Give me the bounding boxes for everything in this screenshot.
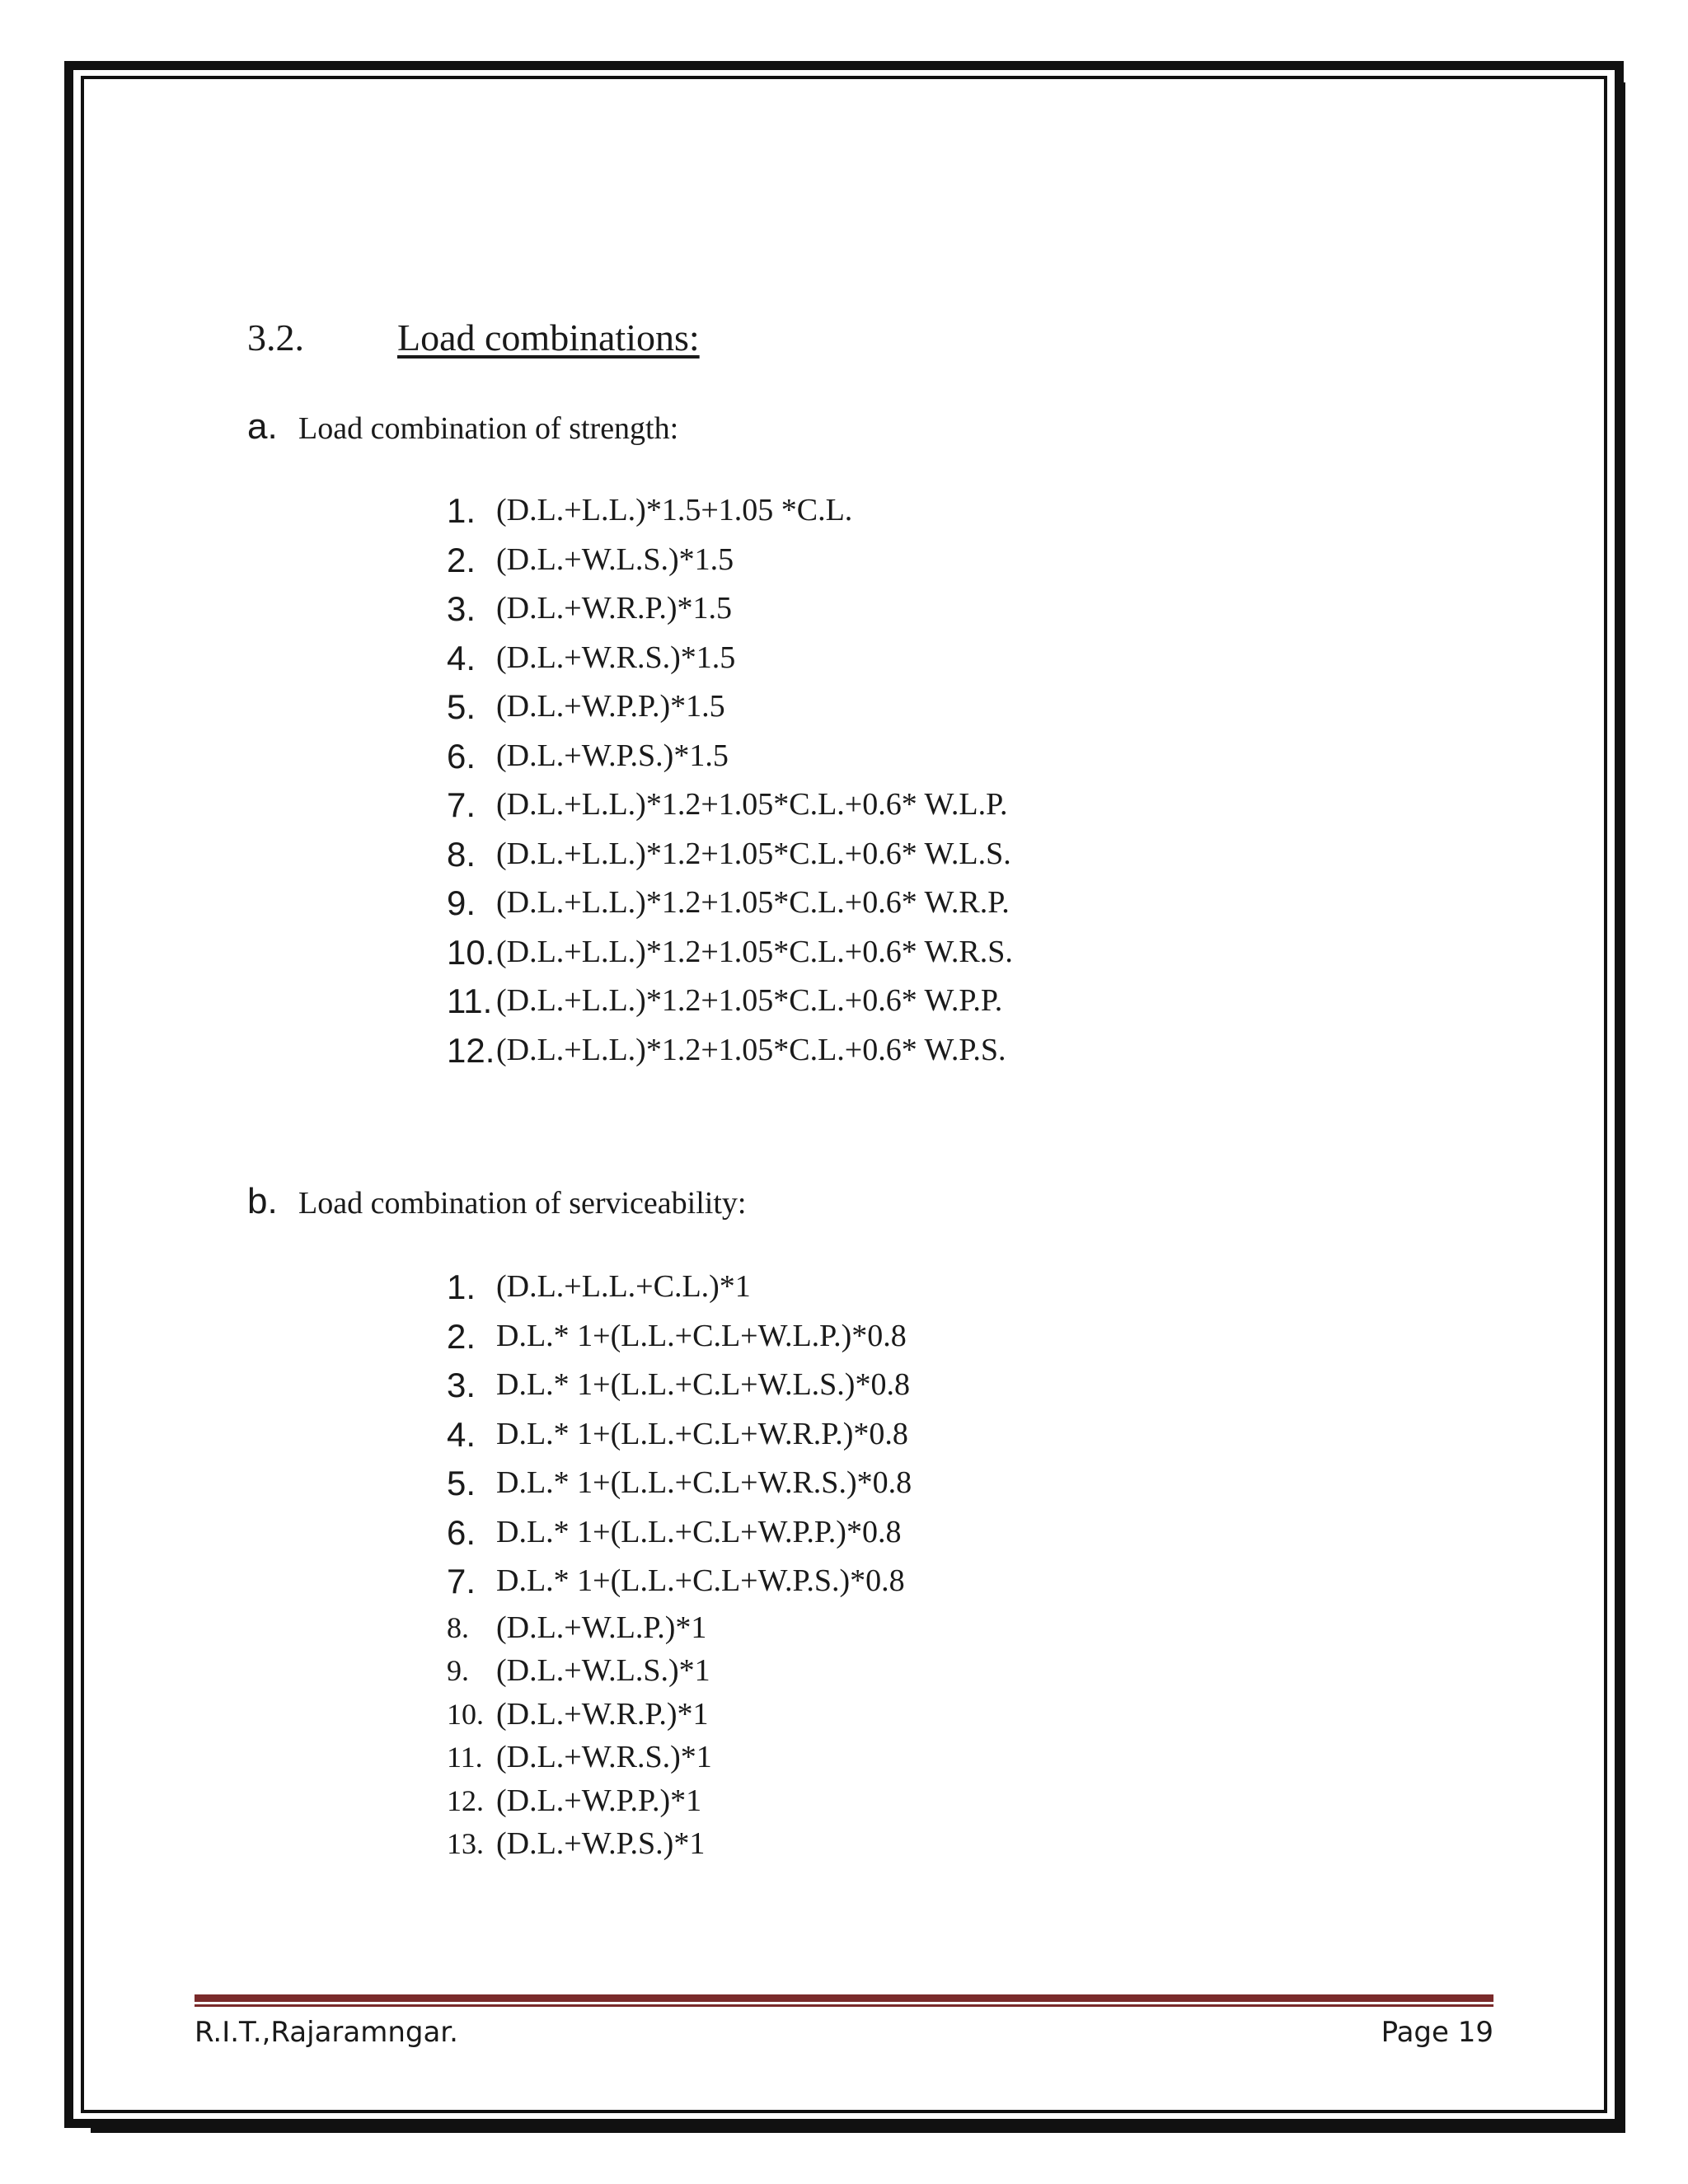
- footer-institution: R.I.T.,Rajaramngar.: [195, 2016, 458, 2049]
- item-text: (D.L.+W.P.P.)*1.5: [496, 689, 725, 724]
- list-item: [447, 928, 1013, 977]
- list-item: [447, 1026, 1013, 1076]
- item-number: 2.: [447, 1316, 476, 1356]
- list-item: [447, 1693, 912, 1736]
- item-number: 5.: [447, 687, 476, 726]
- item-text: (D.L.+L.L.)*1.2+1.05*C.L.+0.6* W.P.P.: [496, 983, 1003, 1018]
- list-item: [447, 780, 1013, 830]
- item-text: (D.L.+W.P.S.)*1: [496, 1826, 706, 1861]
- section-title: Load combinations:: [397, 316, 700, 359]
- footer-rule: [195, 1994, 1493, 2002]
- subsection-title: Load combination of strength:: [298, 411, 679, 446]
- item-text: (D.L.+L.L.)*1.2+1.05*C.L.+0.6* W.R.P.: [496, 885, 1010, 920]
- item-text: (D.L.+W.R.P.)*1: [496, 1696, 709, 1732]
- item-text: (D.L.+W.P.S.)*1.5: [496, 738, 729, 773]
- item-text: D.L.* 1+(L.L.+C.L+W.L.S.)*0.8: [496, 1367, 910, 1402]
- item-text: (D.L.+W.P.P.)*1: [496, 1783, 702, 1818]
- item-number: 4.: [447, 638, 476, 677]
- section-heading: [247, 313, 700, 363]
- strength-combination-list: [447, 486, 1013, 1075]
- list-item: [447, 977, 1013, 1026]
- list-item: [447, 1822, 912, 1866]
- item-text: (D.L.+W.R.S.)*1: [496, 1740, 712, 1774]
- list-item: [447, 732, 1013, 781]
- list-item: [447, 1410, 912, 1460]
- item-number: 5.: [447, 1464, 476, 1502]
- item-number: 8.: [447, 834, 476, 874]
- item-text: D.L.* 1+(L.L.+C.L+W.P.S.)*0.8: [496, 1563, 905, 1598]
- list-item: [447, 1649, 912, 1693]
- page-border-shadow-bottom: [91, 2128, 1625, 2133]
- subsection-serviceability-heading: [247, 1181, 746, 1224]
- section-number: 3.2.: [247, 316, 304, 359]
- list-item: [447, 584, 1013, 634]
- item-text: (D.L.+W.R.P.)*1.5: [496, 591, 733, 626]
- item-number: 11.: [447, 982, 493, 1020]
- item-text: (D.L.+W.L.S.)*1.5: [496, 541, 734, 577]
- item-number: 13.: [447, 1827, 484, 1860]
- item-text: (D.L.+W.R.S.)*1.5: [496, 640, 736, 675]
- list-item: [447, 486, 1013, 536]
- item-text: (D.L.+L.L.)*1.5+1.05 *C.L.: [496, 493, 853, 527]
- item-number: 6.: [447, 736, 476, 776]
- list-item: [447, 1459, 912, 1508]
- item-number: 11.: [447, 1741, 483, 1774]
- item-number: 9.: [447, 1654, 469, 1687]
- list-item: [447, 1361, 912, 1410]
- list-item: [447, 1557, 912, 1606]
- item-text: (D.L.+L.L.)*1.2+1.05*C.L.+0.6* W.P.S.: [496, 1032, 1006, 1067]
- serviceability-combination-list: [447, 1263, 912, 1866]
- item-number: 2.: [447, 540, 476, 579]
- footer-page-number: Page 19: [1381, 2016, 1493, 2049]
- list-item: [447, 879, 1013, 928]
- item-text: (D.L.+L.L.)*1.2+1.05*C.L.+0.6* W.R.S.: [496, 934, 1013, 969]
- item-number: 7.: [447, 785, 476, 824]
- subsection-letter: a.: [247, 406, 278, 447]
- item-number: 1.: [447, 1268, 476, 1306]
- item-number: 10.: [447, 932, 495, 972]
- item-text: (D.L.+L.L.)*1.2+1.05*C.L.+0.6* W.L.P.: [496, 787, 1008, 822]
- item-text: D.L.* 1+(L.L.+C.L+W.L.P.)*0.8: [496, 1318, 907, 1353]
- item-number: 6.: [447, 1512, 476, 1552]
- item-number: 1.: [447, 491, 476, 530]
- footer-rule-thin: [195, 2004, 1493, 2007]
- item-number: 4.: [447, 1414, 476, 1454]
- item-number: 8.: [447, 1610, 469, 1644]
- list-item: [447, 1606, 912, 1650]
- list-item: [447, 1508, 912, 1558]
- list-item: [447, 1779, 912, 1823]
- list-item: [447, 1312, 912, 1361]
- subsection-title: Load combination of serviceability:: [298, 1186, 747, 1221]
- item-text: (D.L.+L.L.+C.L.)*1: [496, 1269, 751, 1304]
- item-number: 7.: [447, 1562, 476, 1601]
- item-text: D.L.* 1+(L.L.+C.L+W.P.P.)*0.8: [496, 1514, 902, 1549]
- item-text: D.L.* 1+(L.L.+C.L+W.R.P.)*0.8: [496, 1416, 908, 1451]
- item-number: 12.: [447, 1030, 495, 1070]
- list-item: [447, 1263, 912, 1312]
- subsection-strength-heading: [247, 406, 678, 449]
- list-item: [447, 536, 1013, 585]
- list-item: [447, 1736, 912, 1779]
- item-number: 12.: [447, 1783, 484, 1817]
- item-number: 3.: [447, 1366, 476, 1404]
- list-item: [447, 682, 1013, 732]
- list-item: [447, 634, 1013, 683]
- item-number: 9.: [447, 883, 476, 922]
- item-text: (D.L.+L.L.)*1.2+1.05*C.L.+0.6* W.L.S.: [496, 836, 1011, 871]
- subsection-letter: b.: [247, 1181, 278, 1221]
- item-number: 3.: [447, 589, 476, 628]
- item-text: (D.L.+W.L.P.)*1: [496, 1610, 707, 1645]
- item-text: D.L.* 1+(L.L.+C.L+W.R.S.)*0.8: [496, 1465, 912, 1500]
- item-number: 10.: [447, 1697, 484, 1731]
- list-item: [447, 830, 1013, 879]
- item-text: (D.L.+W.L.S.)*1: [496, 1653, 710, 1688]
